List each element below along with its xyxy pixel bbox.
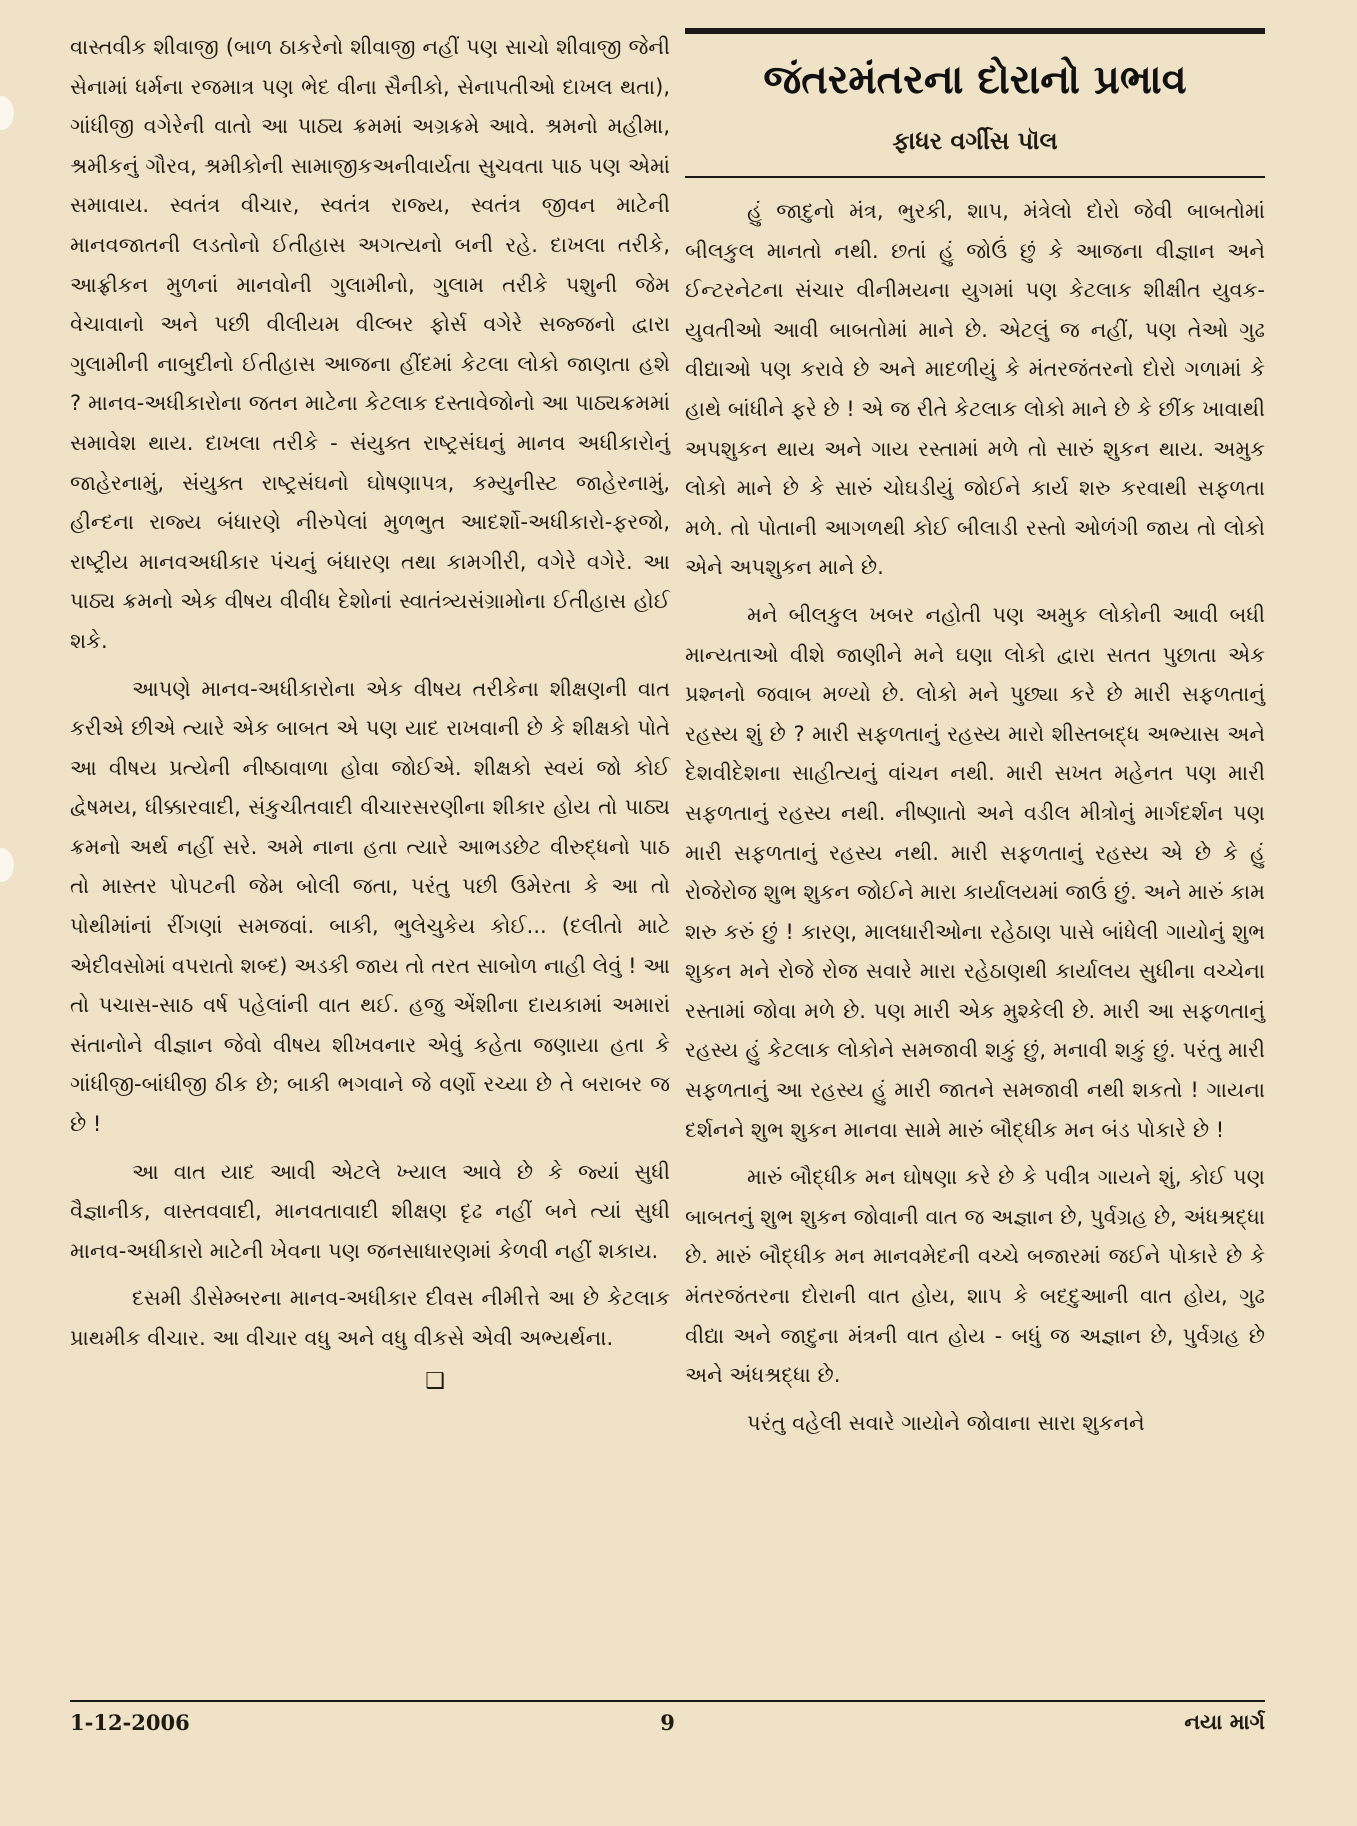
right-column xyxy=(685,28,1265,1451)
footer-rule xyxy=(70,1700,1265,1702)
left-column xyxy=(70,28,670,1397)
article-end-mark: ❑ xyxy=(425,1368,445,1394)
issue-date: 1-12-2006 xyxy=(70,1710,190,1735)
page-number: 9 xyxy=(660,1710,675,1735)
title-bottom-rule xyxy=(685,176,1265,178)
left-paragraph-1: વાસ્તવીક શીવાજી (બાળ ઠાકરેનો શીવાજી નહીં પણ સાચો શીવાજી જેની સેનામાં ધર્મના રજમાત્ર પણ ભેદ વીના સૈનીકો, સેનાપતીઓ દાખલ થતા), ગાંધીજી વગેરેની વાતો આ પાઠ્ય ક્રમમાં અગ્રક્રમે આવે. શ્રમનો મહીમા, શ્રમીકનું ગૌરવ, શ્રમીકોની સામાજીકઅનીવાર્યતા સુચવતા પાઠ પણ એમાં સમાવાય. સ્વતંત્ર વીચાર, સ્વતંત્ર રાજ્ય, સ્વતંત્ર જીવન માટેની માનવજાતની લડતોનો ઈતીહાસ અગત્યનો બની રહે. દાખલા તરીકે, આફ્રીકન મુળનાં માનવોની ગુલામીનો, ગુલામ તરીકે પશુની જેમ વેચાવાનો અને પછી વીલીયમ વીલ્બર ફોર્સ વગેરે સજ્જનો દ્વારા ગુલામીની નાબુદીનો ઈતીહાસ આજના હીંદમાં કેટલા લોકો જાણતા હશે ? માનવ-અધીકારોના જતન માટેના કેટલાક દસ્તાવેજોનો આ પાઠ્યક્રમમાં સમાવેશ થાય. દાખલા તરીકે - સંયુક્ત રાષ્ટ્રસંઘનું માનવ અધીકારોનું જાહેરનામું, સંયુક્ત રાષ્ટ્રસંઘનો ઘોષણાપત્ર, કમ્યુનીસ્ટ જાહેરનામું, હીન્દના રાજ્ય બંધારણે નીરુપેલાં મુળભુત આદર્શો-અધીકારો-ફરજો, રાષ્ટ્રીય માનવઅધીકાર પંચનું બંધારણ તથા કામગીરી, વગેરે વગેરે. આ પાઠ્ય ક્રમનો એક વીષય વીવીધ દેશોનાં સ્વાતંત્ર્યસંગ્રામોના ઈતીહાસ હોઈ શકે. xyxy=(70,35,670,653)
left-paragraph-2: આપણે માનવ-અધીકારોના એક વીષય તરીકેના શીક્ષણની વાત કરીએ છીએ ત્યારે એક બાબત એ પણ યાદ રાખવાની છે કે શીક્ષકો પોતે આ વીષય પ્રત્યેની નીષ્ઠાવાળા હોવા જોઈએ. શીક્ષકો સ્વયં જો કોઈ દ્વેષમય, ધીક્કારવાદી, સંકુચીતવાદી વીચારસરણીના શીકાર હોય તો પાઠ્ય ક્રમનો અર્થ નહીં સરે. અમે નાના હતા ત્યારે આભડછેટ વીરુદ્ધનો પાઠ તો માસ્તર પોપટની જેમ બોલી જતા, પરંતુ પછી ઉમેરતા કે આ તો પોથીમાંનાં રીંગણાં સમજવાં. બાકી, ભુલેચુકેય કોઈ... (દલીતો માટે એદીવસોમાં વપરાતો શબ્દ) અડકી જાય તો તરત સાબોળ નાહી લેવું ! આ તો પચાસ-સાઠ વર્ષ પહેલાંની વાત થઈ. હજુ એંશીના દાયકામાં અમારાં સંતાનોને વીજ્ઞાન જેવો વીષય શીખવનાર એવું કહેતા જણાયા હતા કે ગાંધીજી-બાંધીજી ઠીક છે; બાકી ભગવાને જે વર્ણો રચ્યા છે તે બરાબર જ છે ! xyxy=(70,676,670,1137)
page-footer xyxy=(70,1710,1265,1740)
article-author: ફાધર વર્ગીસ પૉલ xyxy=(892,127,1058,155)
article-title: જંતરમંતરના દોરાનો પ્રભાવ xyxy=(763,57,1187,103)
right-paragraph-4: પરંતુ વહેલી સવારે ગાયોને જોવાના સારા શુકનને xyxy=(747,1410,1145,1435)
right-paragraph-3: મારું બૌદ્ધીક મન ઘોષણા કરે છે કે પવીત્ર ગાયને શું, કોઈ પણ બાબતનું શુભ શુકન જોવાની વાત જ અજ્ઞાન છે, પુર્વગ્રહ છે, અંધશ્રદ્ધા છે. મારું બૌદ્ધીક મન માનવમેદની વચ્ચે બજારમાં જઈને પોકારે છે કે મંતરજંતરના દોરાની વાત હોય, શાપ કે બદદુઆની વાત હોય, ગુઢ વીદ્યા અને જાદુના મંત્રની વાત હોય - બધું જ અજ્ઞાન છે, પુર્વગ્રહ છે અને અંધશ્રદ્ધા છે. xyxy=(685,1165,1265,1388)
punch-hole-top xyxy=(0,96,14,130)
title-top-rule xyxy=(685,28,1265,34)
right-article-body xyxy=(685,192,1265,1443)
right-paragraph-2: મને બીલકુલ ખબર નહોતી પણ અમુક લોકોની આવી બધી માન્યતાઓ વીશે જાણીને મને ઘણા લોકો દ્વારા સતત પુછાતા એક પ્રશ્નનો જવાબ મળ્યો છે. લોકો મને પુછ્યા કરે છે મારી સફળતાનું રહસ્ય શું છે ? મારી સફળતાનું રહસ્ય મારો શીસ્તબદ્ધ અભ્યાસ અને દેશવીદેશના સાહીત્યનું વાંચન નથી. મારી સખત મહેનત પણ મારી સફળતાનું રહસ્ય નથી. નીષ્ણાતો અને વડીલ મીત્રોનું માર્ગદર્શન પણ મારી સફળતાનું રહસ્ય નથી. મારી સફળતાનું રહસ્ય એ છે કે હું રોજેરોજ શુભ શુકન જોઈને મારા કાર્યાલયમાં જાઉં છું. અને મારું કામ શરુ કરું છું ! કારણ, માલધારીઓના રહેઠાણ પાસે બાંધેલી ગાયોનું શુભ શુકન મને રોજે રોજ સવારે મારા રહેઠાણથી કાર્યાલય સુધીના વચ્ચેના રસ્તામાં જોવા મળે છે. પણ મારી એક મુશ્કેલી છે. મારી આ સફળતાનું રહસ્ય હું કેટલાક લોકોને સમજાવી શકું છું, મનાવી શકું છું. પરંતુ મારી સફળતાનું આ રહસ્ય હું મારી જાતને સમજાવી નથી શકતો ! ગાયના દર્શનને શુભ શુકન માનવા સામે મારું બૌદ્ધીક મન બંડ પોકારે છે ! xyxy=(685,602,1265,1142)
magazine-name: નયા માર્ગ xyxy=(1184,1710,1265,1734)
left-paragraph-4: દસમી ડીસેમ્બરના માનવ-અધીકાર દીવસ નીમીત્તે આ છે કેટલાક પ્રાથમીક વીચાર. આ વીચાર વધુ અને વધુ વીકસે એવી અભ્યર્થના. xyxy=(70,1286,670,1350)
punch-hole-middle xyxy=(0,848,14,882)
left-paragraph-3: આ વાત યાદ આવી એટલે ખ્યાલ આવે છે કે જ્યાં સુધી વૈજ્ઞાનીક, વાસ્તવવાદી, માનવતાવાદી શીક્ષણ દૃઢ નહીં બને ત્યાં સુધી માનવ-અધીકારો માટેની ખેવના પણ જનસાધારણમાં કેળવી નહીં શકાય. xyxy=(70,1159,670,1263)
right-paragraph-1: હું જાદુનો મંત્ર, ભુરકી, શાપ, મંત્રેલો દોરો જેવી બાબતોમાં બીલકુલ માનતો નથી. છતાં હું જોઉં છું કે આજના વીજ્ઞાન અને ઈન્ટરનેટના સંચાર વીનીમયના યુગમાં પણ કેટલાક શીક્ષીત યુવક-યુવતીઓ આવી બાબતોમાં માને છે. એટલું જ નહીં, પણ તેઓ ગુઢ વીદ્યાઓ પણ કરાવે છે અને માદળીયું કે મંતરજંતરનો દોરો ગળામાં કે હાથે બાંધીને ફરે છે ! એ જ રીતે કેટલાક લોકો માને છે કે છીંક ખાવાથી અપશુકન થાય અને ગાય રસ્તામાં મળે તો સારું શુકન થાય. અમુક લોકો માને છે કે સારું ચોઘડીયું જોઈને કાર્ય શરુ કરવાથી સફળતા મળે. તો પોતાની આગળથી કોઈ બીલાડી રસ્તો ઓળંગી જાય તો લોકો એને અપશુકન માને છે. xyxy=(685,199,1265,580)
